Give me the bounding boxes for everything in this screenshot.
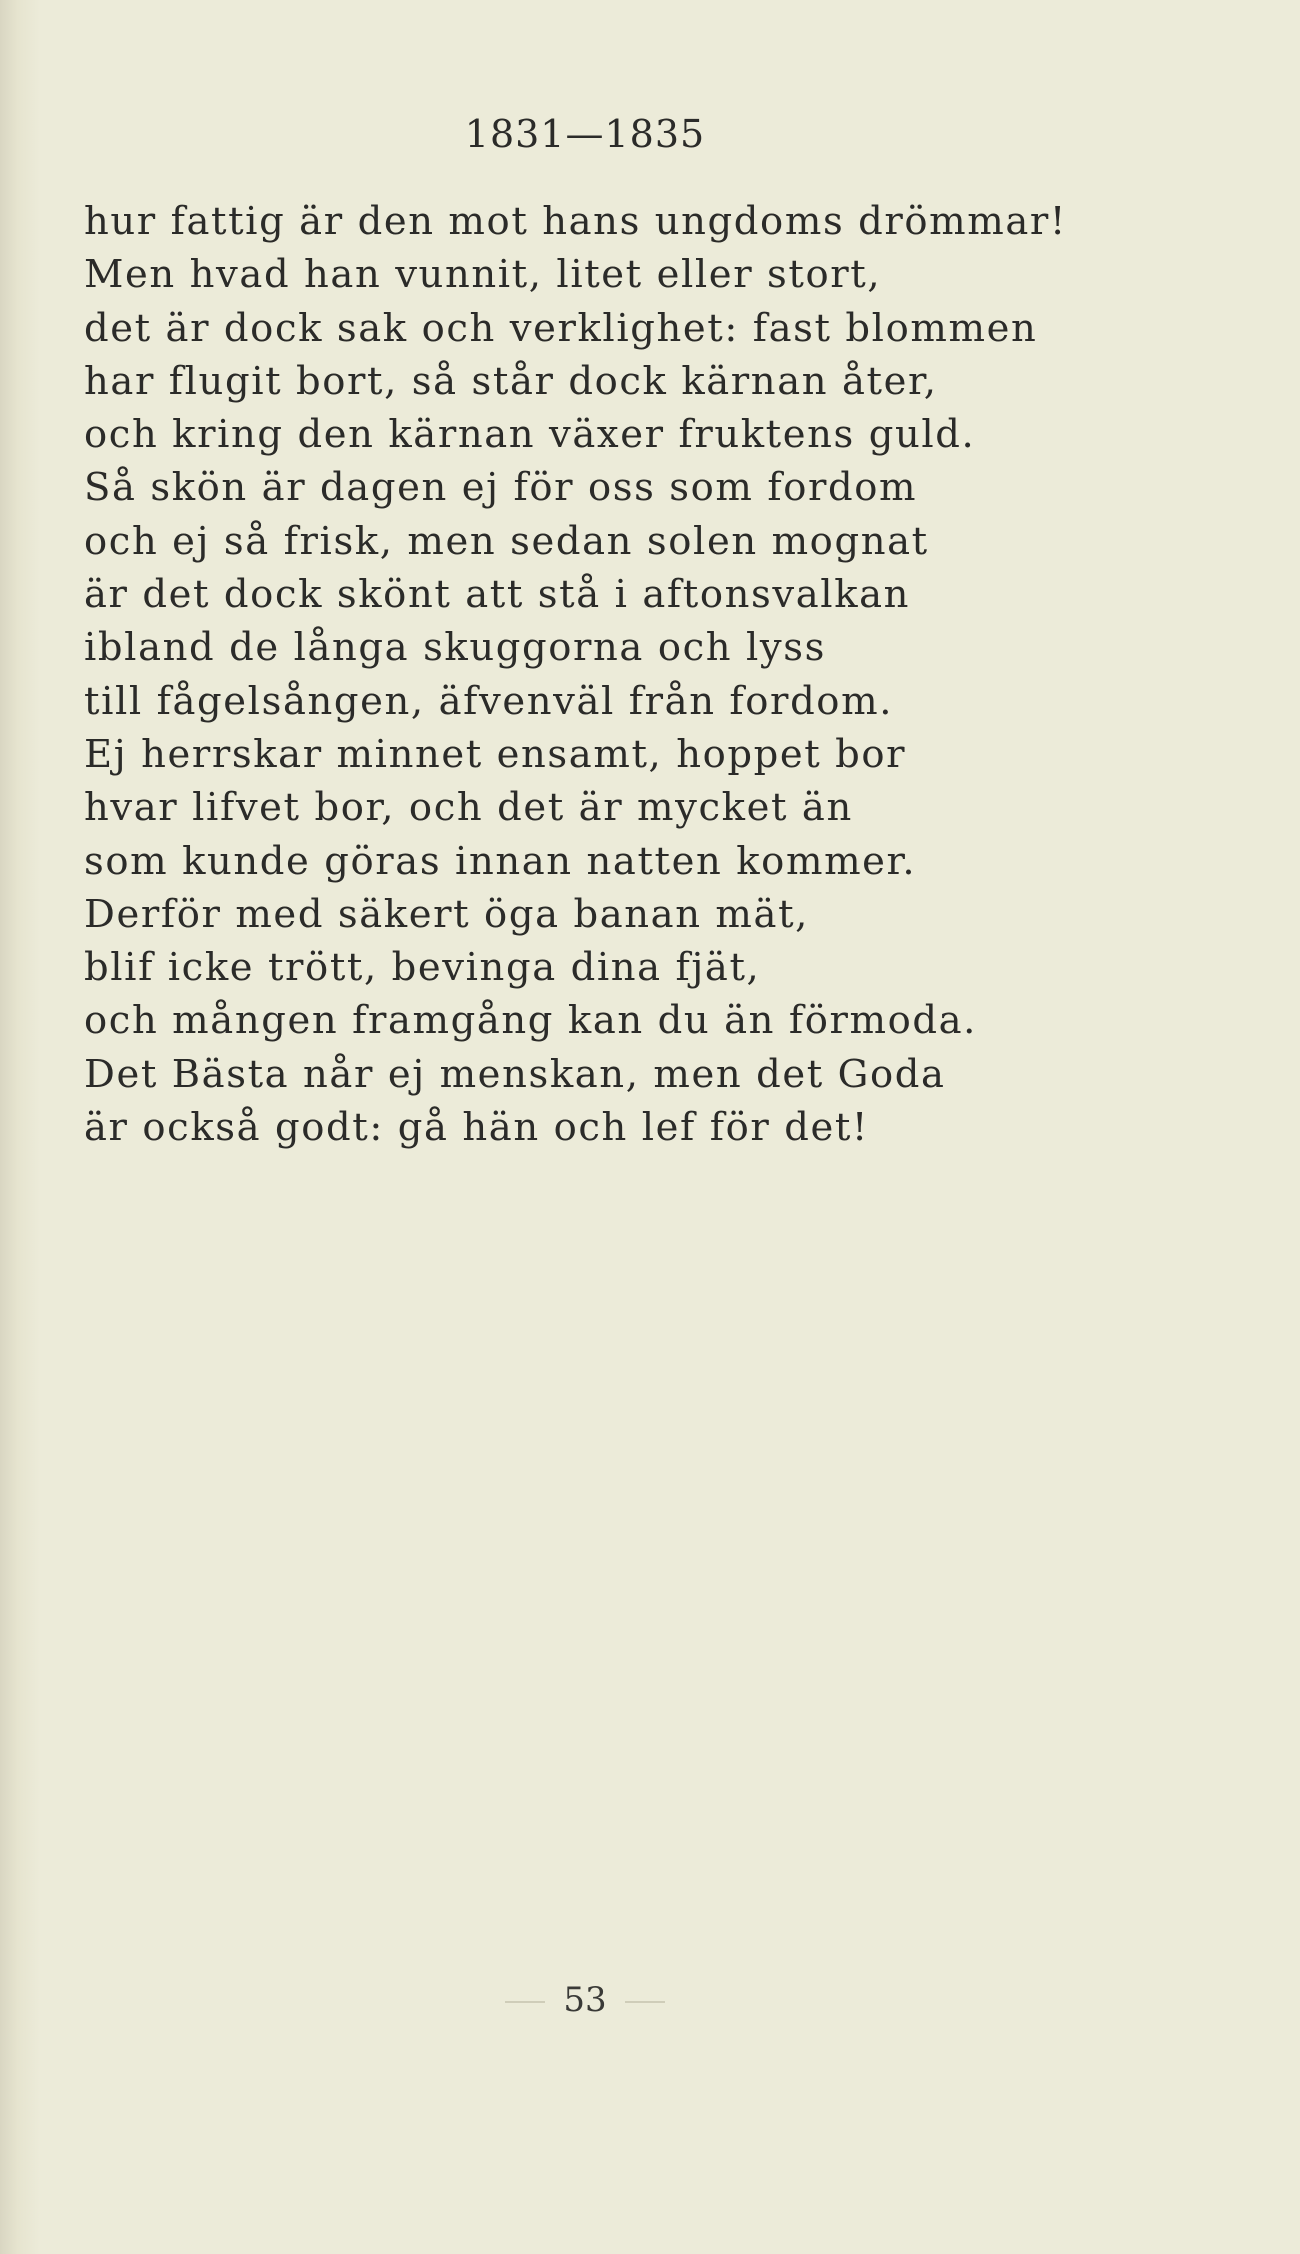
poem-line: Men hvad han vunnit, litet eller stort, <box>84 252 882 298</box>
poem-line: blif icke trött, bevinga dina fjät, <box>84 945 761 991</box>
running-header: 1831—1835 <box>464 112 706 156</box>
poem-line: det är dock sak och verklighet: fast blommen <box>84 305 1038 351</box>
poem-line: är det dock skönt att stå i aftonsvalkan <box>84 572 911 618</box>
poem-line: Det Bästa når ej menskan, men det Goda <box>84 1051 946 1097</box>
poem-line: hur fattig är den mot hans ungdoms drömmar! <box>84 199 1068 244</box>
poem-line: till fågelsången, äfvenväl från fordom. <box>84 678 894 724</box>
poem-line: och kring den kärnan växer fruktens guld. <box>84 412 976 458</box>
poem-line: är också godt: gå hän och lef för det! <box>84 1105 869 1151</box>
poem-line: ibland de långa skuggorna och lyss <box>84 625 826 671</box>
page-number: 53 <box>563 1980 607 2020</box>
poem-line: Derför med säkert öga banan mät, <box>84 891 810 937</box>
poem-line: Ej herrskar minnet ensamt, hoppet bor <box>84 731 907 777</box>
poem-line: som kunde göras innan natten kommer. <box>84 838 917 884</box>
poem-line: hvar lifvet bor, och det är mycket än <box>84 785 853 831</box>
poem-line: Så skön är dagen ej för oss som fordom <box>84 465 918 511</box>
footer-rule-left <box>505 2001 545 2003</box>
footer-rule-right <box>625 2001 665 2003</box>
poem-body <box>84 195 1234 1154</box>
poem-line: har flugit bort, så står dock kärnan åter, <box>84 358 938 404</box>
poem-line: och ej så frisk, men sedan solen mognat <box>84 518 929 564</box>
page-number-footer <box>0 1980 1170 2020</box>
poem-line: och mången framgång kan du än förmoda. <box>84 998 978 1044</box>
